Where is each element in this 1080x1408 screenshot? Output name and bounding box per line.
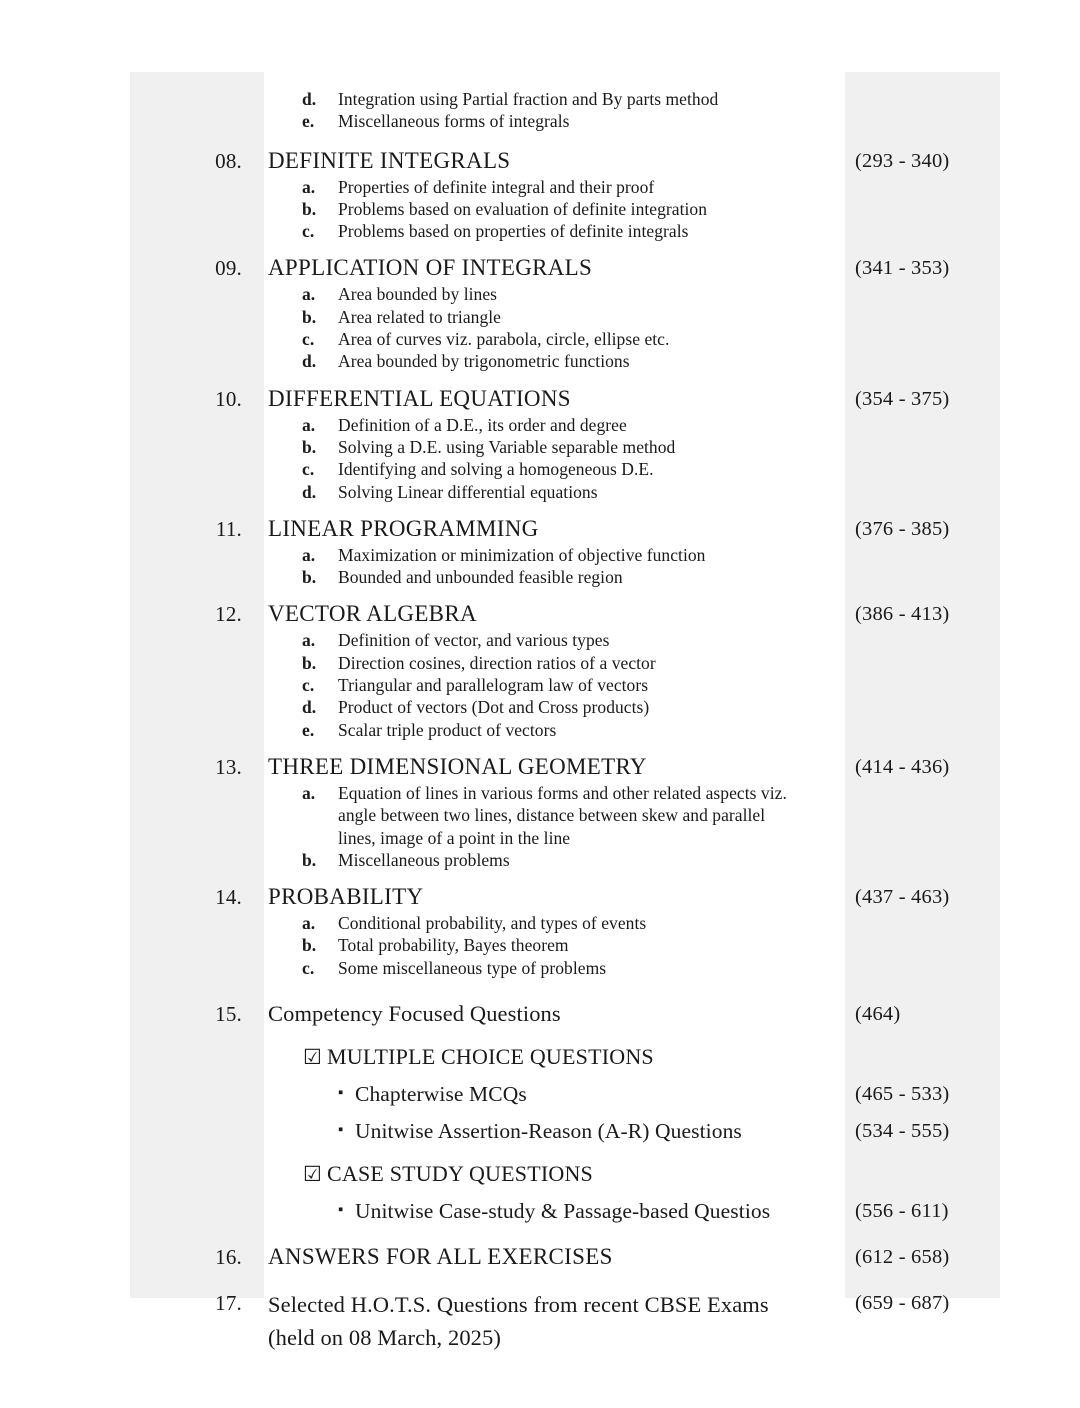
entry-page-range: (293 - 340) [855, 149, 950, 172]
spacer [0, 503, 1080, 514]
spacer [0, 133, 1080, 146]
group-heading-text: MULTIPLE CHOICE QUESTIONS [327, 1044, 654, 1070]
entry-page-range: (376 - 385) [855, 517, 950, 540]
checked-box-icon: ☑ [303, 1162, 323, 1187]
subitem-label: b. [302, 198, 317, 219]
entry-number: 12. [215, 602, 242, 627]
spacer [0, 1072, 1080, 1079]
list-item [302, 110, 830, 132]
list-item [302, 782, 795, 849]
bullet-line [338, 1079, 830, 1109]
group-heading [303, 1159, 830, 1189]
entry-title: Selected H.O.T.S. Questions from recent CBSE Exams (held on 08 March, 2025) [268, 1292, 775, 1351]
entry-page-range: (464) [855, 1003, 901, 1026]
subitem-label: c. [302, 957, 315, 978]
list-item [302, 176, 830, 198]
subitem-text: Area bounded by lines [338, 284, 497, 305]
subitem-text: Bounded and unbounded feasible region [338, 567, 623, 588]
list-item [302, 436, 830, 458]
entry-title: LINEAR PROGRAMMING [268, 515, 539, 541]
entry-header [0, 146, 1080, 176]
entry-header [0, 752, 1080, 782]
subitem-label: d. [302, 697, 317, 718]
list-item [302, 849, 830, 871]
list-item [302, 458, 830, 480]
entry-number: 17. [215, 1291, 242, 1316]
list-item [302, 283, 830, 305]
subitem-label: d. [302, 351, 317, 372]
subitem-text: Area of curves viz. parabola, circle, ellipse etc. [338, 329, 670, 350]
subitem-text: Problems based on evaluation of definite integration [338, 198, 708, 219]
spacer [0, 588, 1080, 599]
toc-entry-13[interactable] [0, 752, 1080, 871]
subitem-label: d. [302, 89, 317, 109]
bullet-page-range: (556 - 611) [855, 1200, 949, 1223]
entry-number: 08. [215, 148, 242, 173]
subitem-text: Product of vectors (Dot and Cross products) [338, 697, 650, 718]
list-item [302, 957, 830, 979]
entry-number: 11. [215, 516, 242, 541]
list-item [302, 652, 830, 674]
list-item [302, 674, 830, 696]
bullet-line [338, 1116, 830, 1146]
competency-bullet-row[interactable] [0, 1079, 1080, 1109]
entry-page-range: (414 - 436) [855, 755, 950, 778]
toc-entry-17[interactable] [0, 1288, 1080, 1354]
entry-title: THREE DIMENSIONAL GEOMETRY [268, 753, 647, 779]
list-item [302, 481, 830, 503]
entry-title: DEFINITE INTEGRALS [268, 147, 511, 173]
subitem-label: b. [302, 567, 317, 588]
subitem-label: e. [302, 111, 315, 132]
bullet-text: Unitwise Assertion-Reason (A-R) Questions [355, 1119, 742, 1144]
checked-box-icon: ☑ [303, 1045, 323, 1070]
list-item [302, 696, 830, 718]
entry-sublist [0, 782, 1080, 871]
subitem-label: a. [302, 176, 316, 197]
entry-sublist [0, 629, 1080, 740]
entry-header [0, 1288, 1080, 1354]
entry-number: 10. [215, 386, 242, 411]
spacer [0, 1109, 1080, 1116]
entry-header [0, 514, 1080, 544]
list-item [302, 306, 830, 328]
bullet-line [338, 1196, 848, 1226]
entry-number: 16. [215, 1245, 242, 1270]
subitem-text: Properties of definite integral and their proof [338, 176, 655, 197]
entry-header [0, 253, 1080, 283]
subitem-text: Direction cosines, direction ratios of a vector [338, 652, 656, 673]
subitem-text: Triangular and parallelogram law of vectors [338, 675, 649, 696]
subitem-label: a. [302, 414, 316, 435]
bullet-text: Unitwise Case-study & Passage-based Questios [355, 1199, 771, 1224]
subitem-text: Solving Linear differential equations [338, 481, 598, 502]
subitem-label: a. [302, 544, 316, 565]
entry-title: PROBABILITY [268, 884, 424, 910]
entry-header [0, 882, 1080, 912]
list-item [302, 719, 830, 741]
entry-title: APPLICATION OF INTEGRALS [268, 255, 593, 281]
toc-entry-16[interactable] [0, 1242, 1080, 1272]
entry-number: 13. [215, 754, 242, 779]
spacer [0, 72, 1080, 88]
entry-number: 15. [215, 1002, 242, 1027]
entry-header [0, 1242, 1080, 1272]
entry-page-range: (386 - 413) [855, 603, 950, 626]
bullet-page-range: (534 - 555) [855, 1120, 950, 1143]
spacer [0, 373, 1080, 384]
competency-group-mcq [0, 1042, 1080, 1072]
entry-sublist [0, 283, 1080, 372]
spacer [0, 871, 1080, 882]
subitem-text: Definition of vector, and various types [338, 630, 610, 651]
table-of-contents [0, 72, 1080, 1354]
subitem-label: a. [302, 630, 316, 651]
entry-header [0, 999, 1080, 1029]
group-heading-text: CASE STUDY QUESTIONS [327, 1161, 593, 1187]
list-item [302, 350, 830, 372]
toc-entry-12[interactable] [0, 599, 1080, 740]
subitem-label: e. [302, 719, 315, 740]
spacer [0, 1226, 1080, 1242]
carryover-sublist [0, 88, 1080, 133]
entry-number: 09. [215, 256, 242, 281]
list-item [302, 912, 830, 934]
spacer [0, 1189, 1080, 1196]
subitem-label: c. [302, 459, 315, 480]
list-item [302, 566, 830, 588]
toc-entry-09[interactable] [0, 253, 1080, 372]
list-item [302, 414, 830, 436]
entry-number: 14. [215, 885, 242, 910]
subitem-label: a. [302, 782, 316, 803]
competency-bullet-row[interactable] [0, 1116, 1080, 1146]
subitem-text: Equation of lines in various forms and other related aspects viz. angle between two lines, distance between skew and parallel lines, image of a point in the line [338, 782, 787, 848]
spacer [0, 1029, 1080, 1042]
spacer [0, 979, 1080, 999]
entry-title: VECTOR ALGEBRA [268, 601, 477, 627]
competency-group-case-study [0, 1159, 1080, 1189]
list-item [302, 220, 830, 242]
spacer [0, 1272, 1080, 1288]
entry-sublist [0, 544, 1080, 589]
toc-entry-14[interactable] [0, 882, 1080, 979]
toc-entry-11[interactable] [0, 514, 1080, 589]
subitem-text: Miscellaneous forms of integrals [338, 111, 570, 132]
square-bullet-icon: ▪ [338, 1085, 344, 1102]
entry-page-range: (659 - 687) [855, 1292, 950, 1315]
list-item [302, 328, 830, 350]
subitem-label: b. [302, 849, 317, 870]
entry-sublist [0, 414, 1080, 503]
subitem-label: d. [302, 481, 317, 502]
list-item [302, 629, 830, 651]
group-heading [303, 1042, 830, 1072]
subitem-text: Conditional probability, and types of events [338, 913, 647, 934]
toc-entry-15[interactable] [0, 999, 1080, 1226]
subitem-text: Some miscellaneous type of problems [338, 957, 607, 978]
subitem-text: Scalar triple product of vectors [338, 719, 557, 740]
entry-sublist [0, 912, 1080, 979]
subitem-label: a. [302, 913, 316, 934]
toc-entry-10[interactable] [0, 384, 1080, 503]
square-bullet-icon: ▪ [338, 1122, 344, 1139]
subitem-text: Problems based on properties of definite integrals [338, 221, 689, 242]
subitem-label: b. [302, 436, 317, 457]
subitem-text: Definition of a D.E., its order and degree [338, 414, 627, 435]
entry-sublist [0, 176, 1080, 243]
entry-title: DIFFERENTIAL EQUATIONS [268, 385, 571, 411]
subitem-label: b. [302, 306, 317, 327]
subitem-text: Identifying and solving a homogeneous D.E. [338, 459, 654, 480]
entry-page-range: (437 - 463) [855, 886, 950, 909]
list-item [302, 934, 830, 956]
spacer [0, 741, 1080, 752]
square-bullet-icon: ▪ [338, 1202, 344, 1219]
entry-page-range: (341 - 353) [855, 257, 950, 280]
bullet-text: Chapterwise MCQs [355, 1082, 527, 1107]
subitem-label: c. [302, 675, 315, 696]
list-item [302, 544, 830, 566]
toc-entry-08[interactable] [0, 146, 1080, 243]
subitem-text: Integration using Partial fraction and By parts method [338, 89, 719, 109]
entry-title: Competency Focused Questions [268, 1001, 561, 1027]
subitem-label: a. [302, 284, 316, 305]
subitem-label: c. [302, 329, 315, 350]
list-item [302, 88, 830, 110]
subitem-text: Total probability, Bayes theorem [338, 935, 569, 956]
competency-bullet-row[interactable] [0, 1196, 1080, 1226]
entry-page-range: (612 - 658) [855, 1246, 950, 1269]
entry-page-range: (354 - 375) [855, 387, 950, 410]
entry-title: ANSWERS FOR ALL EXERCISES [268, 1244, 613, 1270]
subitem-text: Maximization or minimization of objective function [338, 544, 706, 565]
subitem-label: b. [302, 935, 317, 956]
subitem-label: b. [302, 652, 317, 673]
entry-header [0, 599, 1080, 629]
subitem-label: c. [302, 221, 315, 242]
subitem-text: Area bounded by trigonometric functions [338, 351, 630, 372]
list-item [302, 198, 830, 220]
subitem-text: Area related to triangle [338, 306, 501, 327]
subitem-text: Miscellaneous problems [338, 849, 510, 870]
spacer [0, 1146, 1080, 1159]
subitem-text: Solving a D.E. using Variable separable method [338, 436, 676, 457]
bullet-page-range: (465 - 533) [855, 1083, 950, 1106]
spacer [0, 242, 1080, 253]
entry-header [0, 384, 1080, 414]
